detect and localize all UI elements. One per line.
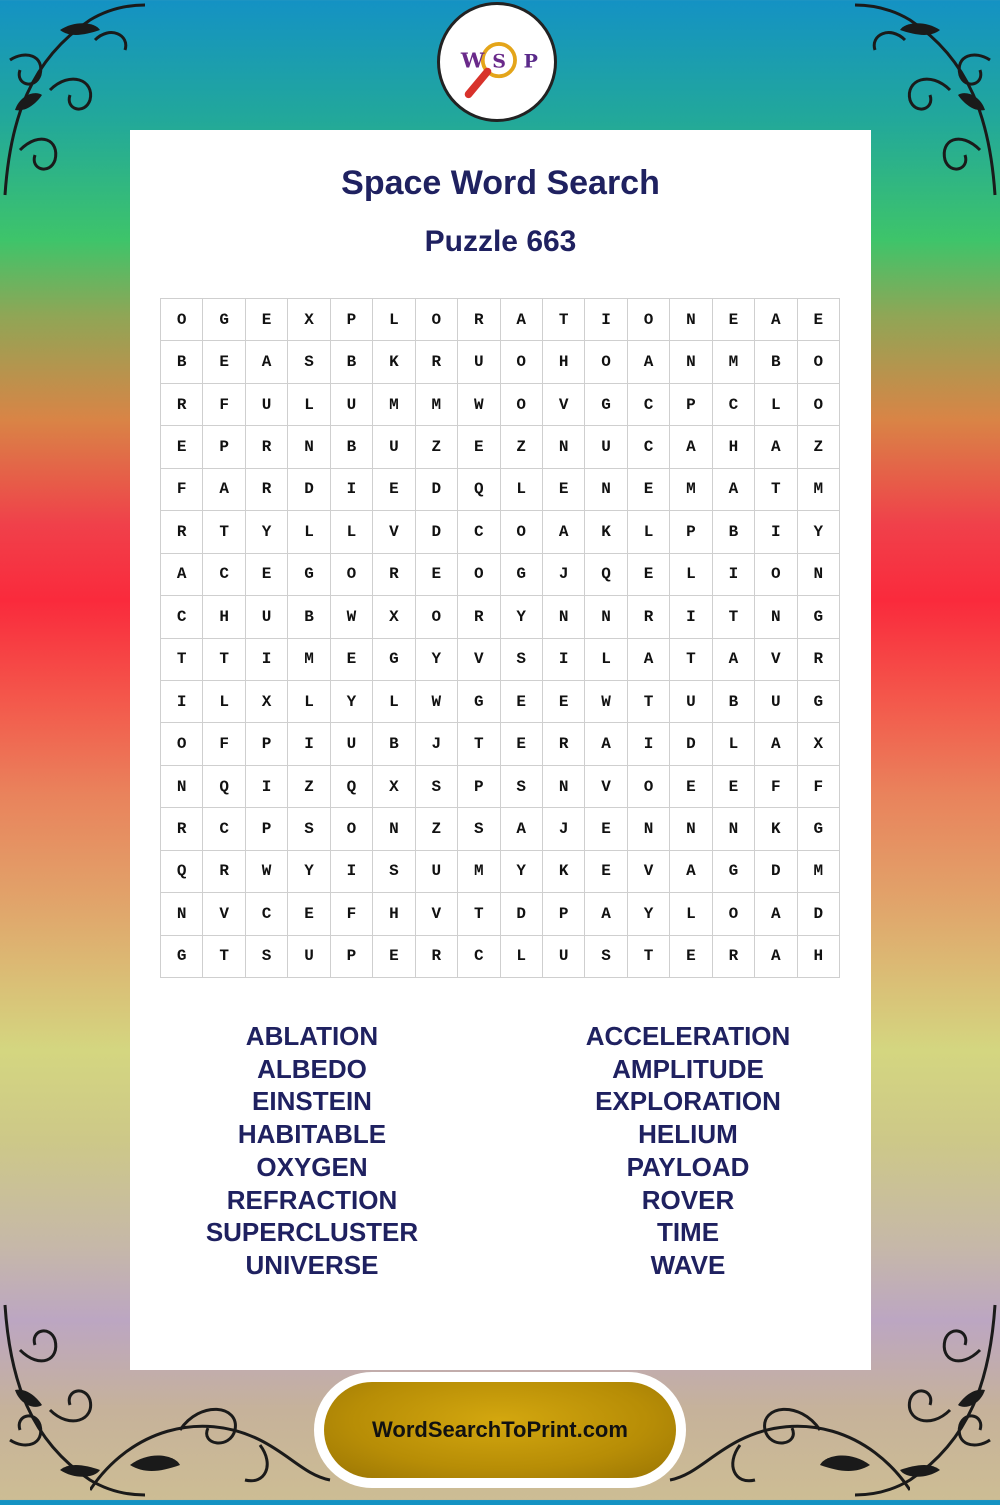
grid-cell[interactable]: L <box>203 681 245 723</box>
grid-cell[interactable]: S <box>585 936 627 978</box>
grid-cell[interactable]: Q <box>161 851 203 893</box>
grid-cell[interactable]: N <box>670 299 712 341</box>
grid-cell[interactable]: C <box>458 511 500 553</box>
grid-cell[interactable]: A <box>628 341 670 383</box>
corner-flourish-top-right <box>850 0 1000 200</box>
grid-cell[interactable]: N <box>288 426 330 468</box>
grid-cell[interactable]: M <box>373 384 415 426</box>
wsp-logo[interactable] <box>437 2 557 122</box>
grid-cell[interactable]: W <box>416 681 458 723</box>
grid-cell[interactable]: N <box>755 596 797 638</box>
grid-cell[interactable]: T <box>755 469 797 511</box>
grid-cell[interactable]: A <box>670 851 712 893</box>
grid-cell[interactable]: N <box>670 341 712 383</box>
grid-cell[interactable]: G <box>501 554 543 596</box>
grid-cell[interactable]: J <box>416 723 458 765</box>
grid-cell[interactable]: I <box>331 851 373 893</box>
grid-cell[interactable]: G <box>585 384 627 426</box>
word-list-right <box>538 1020 838 1282</box>
grid-cell[interactable]: Q <box>458 469 500 511</box>
flourish-icon <box>850 0 1000 200</box>
grid-cell[interactable]: M <box>288 639 330 681</box>
grid-cell[interactable]: B <box>373 723 415 765</box>
grid-cell[interactable]: I <box>161 681 203 723</box>
word-list-item: ACCELERATION <box>585 1021 791 1051</box>
grid-cell[interactable]: R <box>416 341 458 383</box>
grid-cell[interactable]: R <box>543 723 585 765</box>
logo-letter: S <box>492 50 506 73</box>
grid-cell[interactable]: V <box>458 639 500 681</box>
grid-cell[interactable]: X <box>373 596 415 638</box>
grid-cell[interactable]: I <box>628 723 670 765</box>
grid-cell[interactable]: K <box>373 341 415 383</box>
grid-cell[interactable]: S <box>373 851 415 893</box>
grid-cell[interactable]: U <box>755 681 797 723</box>
grid-cell[interactable]: O <box>628 299 670 341</box>
grid-cell[interactable]: A <box>246 341 288 383</box>
grid-cell[interactable]: T <box>203 511 245 553</box>
grid-cell[interactable]: I <box>246 639 288 681</box>
grid-cell[interactable]: C <box>458 936 500 978</box>
grid-cell[interactable]: D <box>501 893 543 935</box>
grid-cell[interactable]: Y <box>628 893 670 935</box>
grid-cell[interactable]: F <box>331 893 373 935</box>
grid-cell[interactable]: U <box>585 426 627 468</box>
grid-cell[interactable]: O <box>501 384 543 426</box>
letter-grid <box>160 298 840 978</box>
grid-cell[interactable]: K <box>755 808 797 850</box>
grid-cell[interactable]: I <box>288 723 330 765</box>
grid-cell[interactable]: K <box>585 511 627 553</box>
word-list-item: HELIUM <box>638 1119 738 1150</box>
grid-cell[interactable]: D <box>670 723 712 765</box>
word-list-item: ALBEDO <box>257 1053 367 1084</box>
grid-cell[interactable]: N <box>798 554 840 596</box>
word-list-item: EXPLORATION <box>595 1086 781 1117</box>
grid-cell[interactable]: V <box>373 511 415 553</box>
grid-cell[interactable]: M <box>416 384 458 426</box>
grid-cell[interactable]: U <box>246 384 288 426</box>
grid-cell[interactable]: S <box>416 766 458 808</box>
grid-cell[interactable]: Y <box>288 851 330 893</box>
grid-cell[interactable]: O <box>713 893 755 935</box>
flourish-icon <box>0 0 150 200</box>
grid-cell[interactable]: E <box>288 893 330 935</box>
grid-cell[interactable]: R <box>458 299 500 341</box>
grid-cell[interactable]: I <box>543 639 585 681</box>
grid-cell[interactable]: L <box>585 639 627 681</box>
grid-cell[interactable]: L <box>501 469 543 511</box>
grid-cell[interactable]: A <box>543 511 585 553</box>
grid-cell[interactable]: V <box>585 766 627 808</box>
grid-cell[interactable]: E <box>543 469 585 511</box>
grid-cell[interactable]: P <box>246 808 288 850</box>
grid-cell[interactable]: W <box>585 681 627 723</box>
grid-cell[interactable]: U <box>288 936 330 978</box>
grid-cell[interactable]: R <box>161 808 203 850</box>
grid-cell[interactable]: A <box>585 893 627 935</box>
grid-cell[interactable]: E <box>458 426 500 468</box>
grid-cell[interactable]: P <box>458 766 500 808</box>
grid-cell[interactable]: M <box>713 341 755 383</box>
grid-cell[interactable]: A <box>501 808 543 850</box>
page-title: Space Word Search <box>341 164 660 202</box>
grid-cell[interactable]: I <box>755 511 797 553</box>
grid-cell[interactable]: D <box>416 511 458 553</box>
grid-cell[interactable]: F <box>161 469 203 511</box>
word-list-item: SUPERCLUSTER <box>205 1217 419 1248</box>
grid-cell[interactable]: O <box>798 341 840 383</box>
grid-cell[interactable]: R <box>713 936 755 978</box>
grid-cell[interactable]: A <box>670 426 712 468</box>
grid-cell[interactable]: Y <box>416 639 458 681</box>
grid-cell[interactable]: C <box>713 384 755 426</box>
bottom-scroll-ornament-left <box>90 1370 340 1500</box>
grid-cell[interactable]: V <box>203 893 245 935</box>
grid-cell[interactable]: E <box>585 808 627 850</box>
grid-cell[interactable]: A <box>755 426 797 468</box>
grid-cell[interactable]: G <box>798 596 840 638</box>
grid-cell[interactable]: U <box>670 681 712 723</box>
word-list-item: OXYGEN <box>256 1151 368 1182</box>
grid-cell[interactable]: N <box>543 426 585 468</box>
grid-cell[interactable]: G <box>373 639 415 681</box>
grid-cell[interactable]: S <box>501 639 543 681</box>
grid-cell[interactable]: V <box>755 639 797 681</box>
grid-cell[interactable]: T <box>161 639 203 681</box>
grid-cell[interactable]: P <box>670 384 712 426</box>
grid-cell[interactable]: E <box>628 554 670 596</box>
grid-cell[interactable]: D <box>755 851 797 893</box>
word-list-item: WAVE <box>650 1249 726 1280</box>
grid-cell[interactable]: U <box>543 936 585 978</box>
grid-cell[interactable]: C <box>246 893 288 935</box>
grid-cell[interactable]: N <box>670 808 712 850</box>
grid-cell[interactable]: G <box>798 808 840 850</box>
grid-cell[interactable]: T <box>670 639 712 681</box>
grid-cell[interactable]: H <box>798 936 840 978</box>
word-list-item: TIME <box>656 1217 720 1248</box>
grid-cell[interactable]: Y <box>501 851 543 893</box>
grid-cell[interactable]: C <box>203 808 245 850</box>
grid-cell[interactable]: E <box>713 299 755 341</box>
grid-cell[interactable]: L <box>373 299 415 341</box>
grid-cell[interactable]: C <box>628 426 670 468</box>
puzzle-number: Puzzle 663 <box>424 225 577 258</box>
grid-cell[interactable]: U <box>331 723 373 765</box>
grid-cell[interactable]: A <box>755 723 797 765</box>
grid-cell[interactable]: E <box>628 469 670 511</box>
grid-cell[interactable]: R <box>161 384 203 426</box>
grid-cell[interactable]: E <box>373 469 415 511</box>
grid-cell[interactable]: S <box>501 766 543 808</box>
grid-cell[interactable]: F <box>203 723 245 765</box>
grid-cell[interactable]: C <box>203 554 245 596</box>
grid-cell[interactable]: Y <box>331 681 373 723</box>
grid-cell[interactable]: O <box>416 596 458 638</box>
grid-cell[interactable]: B <box>288 596 330 638</box>
grid-cell[interactable]: T <box>628 681 670 723</box>
grid-cell[interactable]: R <box>246 469 288 511</box>
grid-cell[interactable]: P <box>331 299 373 341</box>
grid-cell[interactable]: P <box>331 936 373 978</box>
grid-cell[interactable]: E <box>670 936 712 978</box>
grid-cell[interactable]: E <box>670 766 712 808</box>
logo-letter: W <box>460 47 485 73</box>
grid-cell[interactable]: Q <box>585 554 627 596</box>
grid-cell[interactable]: A <box>755 936 797 978</box>
grid-cell[interactable]: G <box>161 936 203 978</box>
grid-cell[interactable]: O <box>331 808 373 850</box>
grid-cell[interactable]: Q <box>331 766 373 808</box>
grid-cell[interactable]: L <box>670 554 712 596</box>
word-list-left <box>162 1020 462 1282</box>
grid-cell[interactable]: Z <box>416 426 458 468</box>
word-list-item: AMPLITUDE <box>612 1053 764 1084</box>
grid-cell[interactable]: D <box>798 893 840 935</box>
grid-cell[interactable]: J <box>543 808 585 850</box>
grid-cell[interactable]: S <box>458 808 500 850</box>
grid-cell[interactable]: A <box>203 469 245 511</box>
grid-cell[interactable]: N <box>161 893 203 935</box>
grid-cell[interactable]: N <box>543 766 585 808</box>
word-list-item: PAYLOAD <box>626 1151 750 1182</box>
grid-cell[interactable]: V <box>628 851 670 893</box>
grid-cell[interactable]: Z <box>416 808 458 850</box>
grid-cell[interactable]: B <box>755 341 797 383</box>
grid-cell[interactable]: R <box>161 511 203 553</box>
grid-cell[interactable]: X <box>288 299 330 341</box>
grid-cell[interactable]: E <box>246 299 288 341</box>
grid-cell[interactable]: A <box>161 554 203 596</box>
grid-cell[interactable]: R <box>628 596 670 638</box>
grid-cell[interactable]: L <box>755 384 797 426</box>
grid-cell[interactable]: E <box>543 681 585 723</box>
grid-cell[interactable]: O <box>331 554 373 596</box>
grid-cell[interactable]: O <box>458 554 500 596</box>
grid-cell[interactable]: L <box>713 723 755 765</box>
grid-cell[interactable]: E <box>246 554 288 596</box>
grid-cell[interactable]: O <box>416 299 458 341</box>
grid-cell[interactable]: T <box>543 299 585 341</box>
grid-cell[interactable]: P <box>203 426 245 468</box>
grid-cell[interactable]: Y <box>501 596 543 638</box>
grid-cell[interactable]: O <box>798 384 840 426</box>
grid-cell[interactable]: J <box>543 554 585 596</box>
grid-cell[interactable]: M <box>798 851 840 893</box>
grid-cell[interactable]: E <box>331 639 373 681</box>
grid-cell[interactable]: E <box>501 723 543 765</box>
grid-cell[interactable]: O <box>501 341 543 383</box>
grid-cell[interactable]: K <box>543 851 585 893</box>
grid-cell[interactable]: B <box>161 341 203 383</box>
grid-cell[interactable]: Z <box>798 426 840 468</box>
grid-cell[interactable]: D <box>416 469 458 511</box>
grid-cell[interactable]: L <box>288 384 330 426</box>
grid-cell[interactable]: R <box>798 639 840 681</box>
grid-cell[interactable]: P <box>543 893 585 935</box>
grid-cell[interactable]: T <box>628 936 670 978</box>
grid-cell[interactable]: H <box>373 893 415 935</box>
grid-cell[interactable]: N <box>161 766 203 808</box>
grid-cell[interactable]: M <box>798 469 840 511</box>
grid-cell[interactable]: Z <box>501 426 543 468</box>
grid-cell[interactable]: T <box>458 723 500 765</box>
grid-cell[interactable]: E <box>203 341 245 383</box>
grid-cell[interactable]: R <box>416 936 458 978</box>
grid-cell[interactable]: O <box>755 554 797 596</box>
word-list-item: REFRACTION <box>226 1184 398 1215</box>
grid-cell[interactable]: A <box>585 723 627 765</box>
magnifier-logo-icon <box>440 5 554 119</box>
grid-cell[interactable]: E <box>798 299 840 341</box>
grid-cell[interactable]: O <box>628 766 670 808</box>
grid-cell[interactable]: R <box>373 554 415 596</box>
grid-cell[interactable]: N <box>373 808 415 850</box>
grid-cell[interactable]: O <box>585 341 627 383</box>
grid-cell[interactable]: N <box>585 469 627 511</box>
grid-cell[interactable]: I <box>331 469 373 511</box>
grid-cell[interactable]: L <box>670 893 712 935</box>
grid-cell[interactable]: N <box>628 808 670 850</box>
website-link-button[interactable]: WordSearchToPrint.com <box>324 1382 676 1478</box>
grid-cell[interactable]: R <box>458 596 500 638</box>
grid-cell[interactable]: T <box>458 893 500 935</box>
grid-cell[interactable]: E <box>585 851 627 893</box>
grid-cell[interactable]: R <box>246 426 288 468</box>
scroll-ornament-icon <box>660 1370 910 1500</box>
grid-cell[interactable]: E <box>501 681 543 723</box>
scroll-ornament-icon <box>90 1370 340 1500</box>
grid-cell[interactable]: A <box>628 639 670 681</box>
grid-cell[interactable]: H <box>713 426 755 468</box>
grid-cell[interactable]: G <box>203 299 245 341</box>
grid-cell[interactable]: I <box>585 299 627 341</box>
grid-cell[interactable]: X <box>246 681 288 723</box>
grid-cell[interactable]: G <box>288 554 330 596</box>
grid-cell[interactable]: T <box>713 596 755 638</box>
grid-cell[interactable]: F <box>798 766 840 808</box>
grid-cell[interactable]: G <box>713 851 755 893</box>
grid-cell[interactable]: Q <box>203 766 245 808</box>
grid-cell[interactable]: U <box>416 851 458 893</box>
grid-cell[interactable]: E <box>713 766 755 808</box>
grid-cell[interactable]: R <box>203 851 245 893</box>
grid-cell[interactable]: B <box>331 426 373 468</box>
grid-cell[interactable]: L <box>331 511 373 553</box>
grid-cell[interactable]: C <box>161 596 203 638</box>
word-list-item: ROVER <box>641 1184 735 1215</box>
grid-cell[interactable]: W <box>458 384 500 426</box>
grid-cell[interactable]: N <box>543 596 585 638</box>
word-list-item: EINSTEIN <box>252 1086 372 1117</box>
grid-cell[interactable]: N <box>713 808 755 850</box>
corner-flourish-top-left <box>0 0 150 200</box>
word-list-item: HABITABLE <box>237 1119 387 1150</box>
grid-cell[interactable]: E <box>373 936 415 978</box>
grid-cell[interactable]: L <box>501 936 543 978</box>
grid-cell[interactable]: I <box>246 766 288 808</box>
grid-cell[interactable]: Z <box>288 766 330 808</box>
grid-cell[interactable]: Y <box>246 511 288 553</box>
grid-cell[interactable]: A <box>755 893 797 935</box>
grid-cell[interactable]: A <box>713 469 755 511</box>
grid-cell[interactable]: I <box>670 596 712 638</box>
grid-cell[interactable]: T <box>203 936 245 978</box>
grid-cell[interactable]: H <box>543 341 585 383</box>
grid-cell[interactable]: G <box>458 681 500 723</box>
bottom-scroll-ornament-right <box>660 1370 910 1500</box>
grid-cell[interactable]: M <box>458 851 500 893</box>
grid-cell[interactable]: P <box>246 723 288 765</box>
grid-cell[interactable]: B <box>713 681 755 723</box>
grid-cell[interactable]: P <box>670 511 712 553</box>
grid-cell[interactable]: U <box>458 341 500 383</box>
grid-cell[interactable]: O <box>161 299 203 341</box>
grid-cell[interactable]: L <box>288 681 330 723</box>
grid-cell[interactable]: H <box>203 596 245 638</box>
grid-cell[interactable]: X <box>798 723 840 765</box>
grid-cell[interactable]: T <box>203 639 245 681</box>
grid-cell[interactable]: S <box>288 341 330 383</box>
grid-cell[interactable]: L <box>288 511 330 553</box>
grid-cell[interactable]: I <box>713 554 755 596</box>
grid-cell[interactable]: L <box>373 681 415 723</box>
logo-letter: P <box>523 50 538 73</box>
grid-cell[interactable]: S <box>246 936 288 978</box>
grid-cell[interactable]: D <box>288 469 330 511</box>
grid-cell[interactable]: F <box>755 766 797 808</box>
grid-cell[interactable]: N <box>585 596 627 638</box>
grid-cell[interactable]: U <box>246 596 288 638</box>
grid-cell[interactable]: Y <box>798 511 840 553</box>
grid-cell[interactable]: O <box>501 511 543 553</box>
grid-cell[interactable]: E <box>416 554 458 596</box>
grid-cell[interactable]: C <box>628 384 670 426</box>
grid-cell[interactable]: G <box>798 681 840 723</box>
grid-cell[interactable]: A <box>501 299 543 341</box>
footer-badge <box>314 1372 686 1488</box>
word-list-item: UNIVERSE <box>245 1249 379 1280</box>
grid-cell[interactable]: W <box>246 851 288 893</box>
grid-cell[interactable]: B <box>331 341 373 383</box>
grid-cell[interactable]: B <box>713 511 755 553</box>
grid-cell[interactable]: U <box>331 384 373 426</box>
grid-cell[interactable]: V <box>416 893 458 935</box>
grid-cell[interactable]: V <box>543 384 585 426</box>
grid-cell[interactable]: S <box>288 808 330 850</box>
grid-cell[interactable]: A <box>713 639 755 681</box>
grid-cell[interactable]: E <box>161 426 203 468</box>
grid-cell[interactable]: O <box>161 723 203 765</box>
grid-cell[interactable]: X <box>373 766 415 808</box>
grid-cell[interactable]: W <box>331 596 373 638</box>
grid-cell[interactable]: F <box>203 384 245 426</box>
word-list-item: ABLATION <box>245 1021 379 1051</box>
grid-cell[interactable]: M <box>670 469 712 511</box>
grid-cell[interactable]: L <box>628 511 670 553</box>
grid-cell[interactable]: U <box>373 426 415 468</box>
grid-cell[interactable]: A <box>755 299 797 341</box>
